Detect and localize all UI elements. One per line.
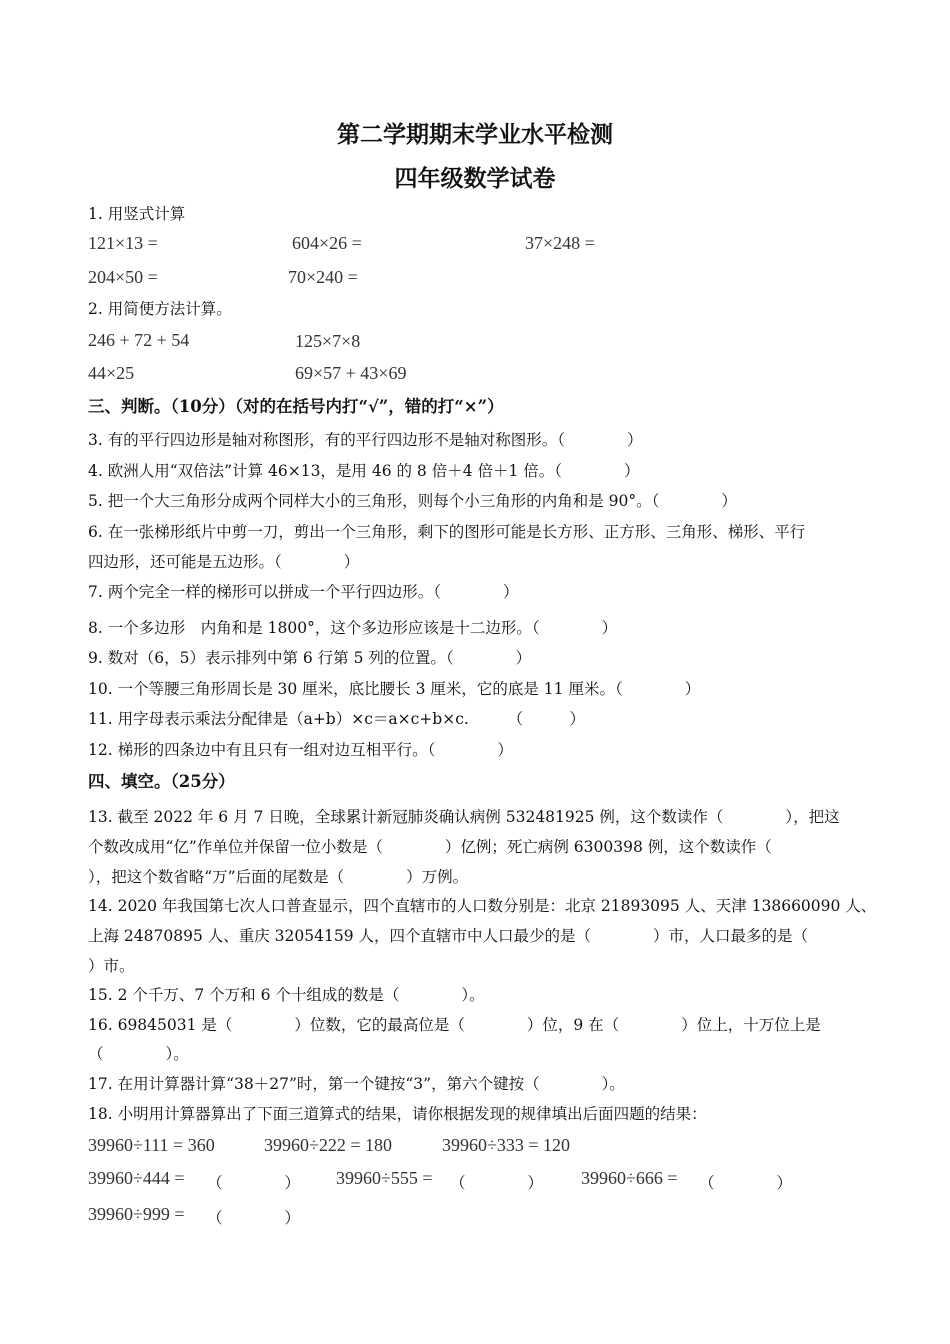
q1-label: 1. 用竖式计算 [88,205,186,223]
judge-q11: 11. 用字母表示乘法分配律是（a+b）×c＝a×c+b×c. （ ） [88,710,586,728]
q2-label: 2. 用简便方法计算。 [88,300,232,318]
judge-q7: 7. 两个完全一样的梯形可以拼成一个平行四边形。（ ） [88,583,519,601]
calc-blank-5: （ ） [450,1174,544,1192]
judge-q3: 3. 有的平行四边形是轴对称图形，有的平行四边形不是轴对称图形。（ ） [88,431,643,449]
judge-q5: 5. 把一个大三角形分成两个同样大小的三角形，则每个小三角形的内角和是 90°。（ ） [88,492,737,510]
q2-expr-1: 246 + 72 + 54 [88,330,190,350]
judge-q6-line2: 四边形，还可能是五边形。（ ） [88,553,360,571]
calc-expr-6: 39960÷666 = [581,1168,678,1188]
q2-expr-3: 44×25 [88,363,135,383]
q1-expr-4: 204×50 = [88,267,158,287]
judge-q6-line1: 6. 在一张梯形纸片中剪一刀，剪出一个三角形，剩下的图形可能是长方形、正方形、三角形、梯形、平行 [88,523,806,541]
judge-q4: 4. 欧洲人用“双倍法”计算 46×13，是用 46 的 8 倍＋4 倍＋1 倍。（ ） [88,462,640,480]
fill-q14-line2: 上海 24870895 人、重庆 32054159 人，四个直辖市中人口最少的是（ ）市，人口最多的是（ [88,927,808,945]
fill-q18: 18. 小明用计算器算出了下面三道算式的结果，请你根据发现的规律填出后面四题的结果： [88,1105,707,1123]
judge-q10: 10. 一个等腰三角形周长是 30 厘米，底比腰长 3 厘米，它的底是 11 厘米。（ ） [88,680,701,698]
q1-expr-2: 604×26 = [292,233,362,253]
section-3-heading: 三、判断。（10分）（对的在括号内打“√”，错的打“×”） [88,397,504,416]
calc-expr-3: 39960÷333 = 120 [442,1135,571,1155]
q1-expr-3: 37×248 = [525,233,595,253]
judge-q9: 9. 数对（6，5）表示排列中第 6 行第 5 列的位置。（ ） [88,649,532,667]
fill-q15: 15. 2 个千万、7 个万和 6 个十组成的数是（ ）。 [88,986,485,1004]
calc-blank-7: （ ） [207,1209,301,1227]
fill-q13-line2: 个数改成用“亿”作单位并保留一位小数是（ ）亿例；死亡病例 6300398 例，这个数读作（ [88,838,772,856]
exam-title: 第二学期期末学业水平检测 [337,121,613,148]
calc-expr-1: 39960÷111 = 360 [88,1135,215,1155]
section-4-heading: 四、填空。（25分） [88,772,235,791]
fill-q17: 17. 在用计算器计算“38＋27”时，第一个键按“3”，第六个键按（ ）。 [88,1075,625,1093]
fill-q13-line1: 13. 截至 2022 年 6 月 7 日晚，全球累计新冠肺炎确认病例 532481925 例，这个数读作（ ），把这 [88,808,840,826]
q1-expr-1: 121×13 = [88,233,158,253]
calc-expr-4: 39960÷444 = [88,1168,185,1188]
q2-expr-4: 69×57 + 43×69 [295,363,407,383]
calc-expr-5: 39960÷555 = [336,1168,433,1188]
calc-blank-4: （ ） [207,1174,301,1192]
fill-q13-line3: ），把这个数省略“万”后面的尾数是（ ）万例。 [88,868,469,886]
exam-subtitle: 四年级数学试卷 [394,165,556,192]
fill-q16-line1: 16. 69845031 是（ ）位数，它的最高位是（ ）位，9 在（ ）位上，十万位上是 [88,1016,821,1034]
calc-expr-2: 39960÷222 = 180 [264,1135,393,1155]
judge-q8: 8. 一个多边形 内角和是 1800°，这个多边形应该是十二边形。（ ） [88,619,618,637]
calc-expr-7: 39960÷999 = [88,1204,185,1224]
calc-blank-6: （ ） [699,1174,793,1192]
fill-q14-line3: ）市。 [88,957,135,975]
q1-expr-5: 70×240 = [288,267,358,287]
judge-q12: 12. 梯形的四条边中有且只有一组对边互相平行。（ ） [88,741,513,759]
q2-expr-2: 125×7×8 [295,331,361,351]
fill-q16-line2: （ ）。 [88,1045,189,1063]
fill-q14-line1: 14. 2020 年我国第七次人口普查显示，四个直辖市的人口数分别是：北京 21893095 人、天津 138660090 人、 [88,897,877,915]
